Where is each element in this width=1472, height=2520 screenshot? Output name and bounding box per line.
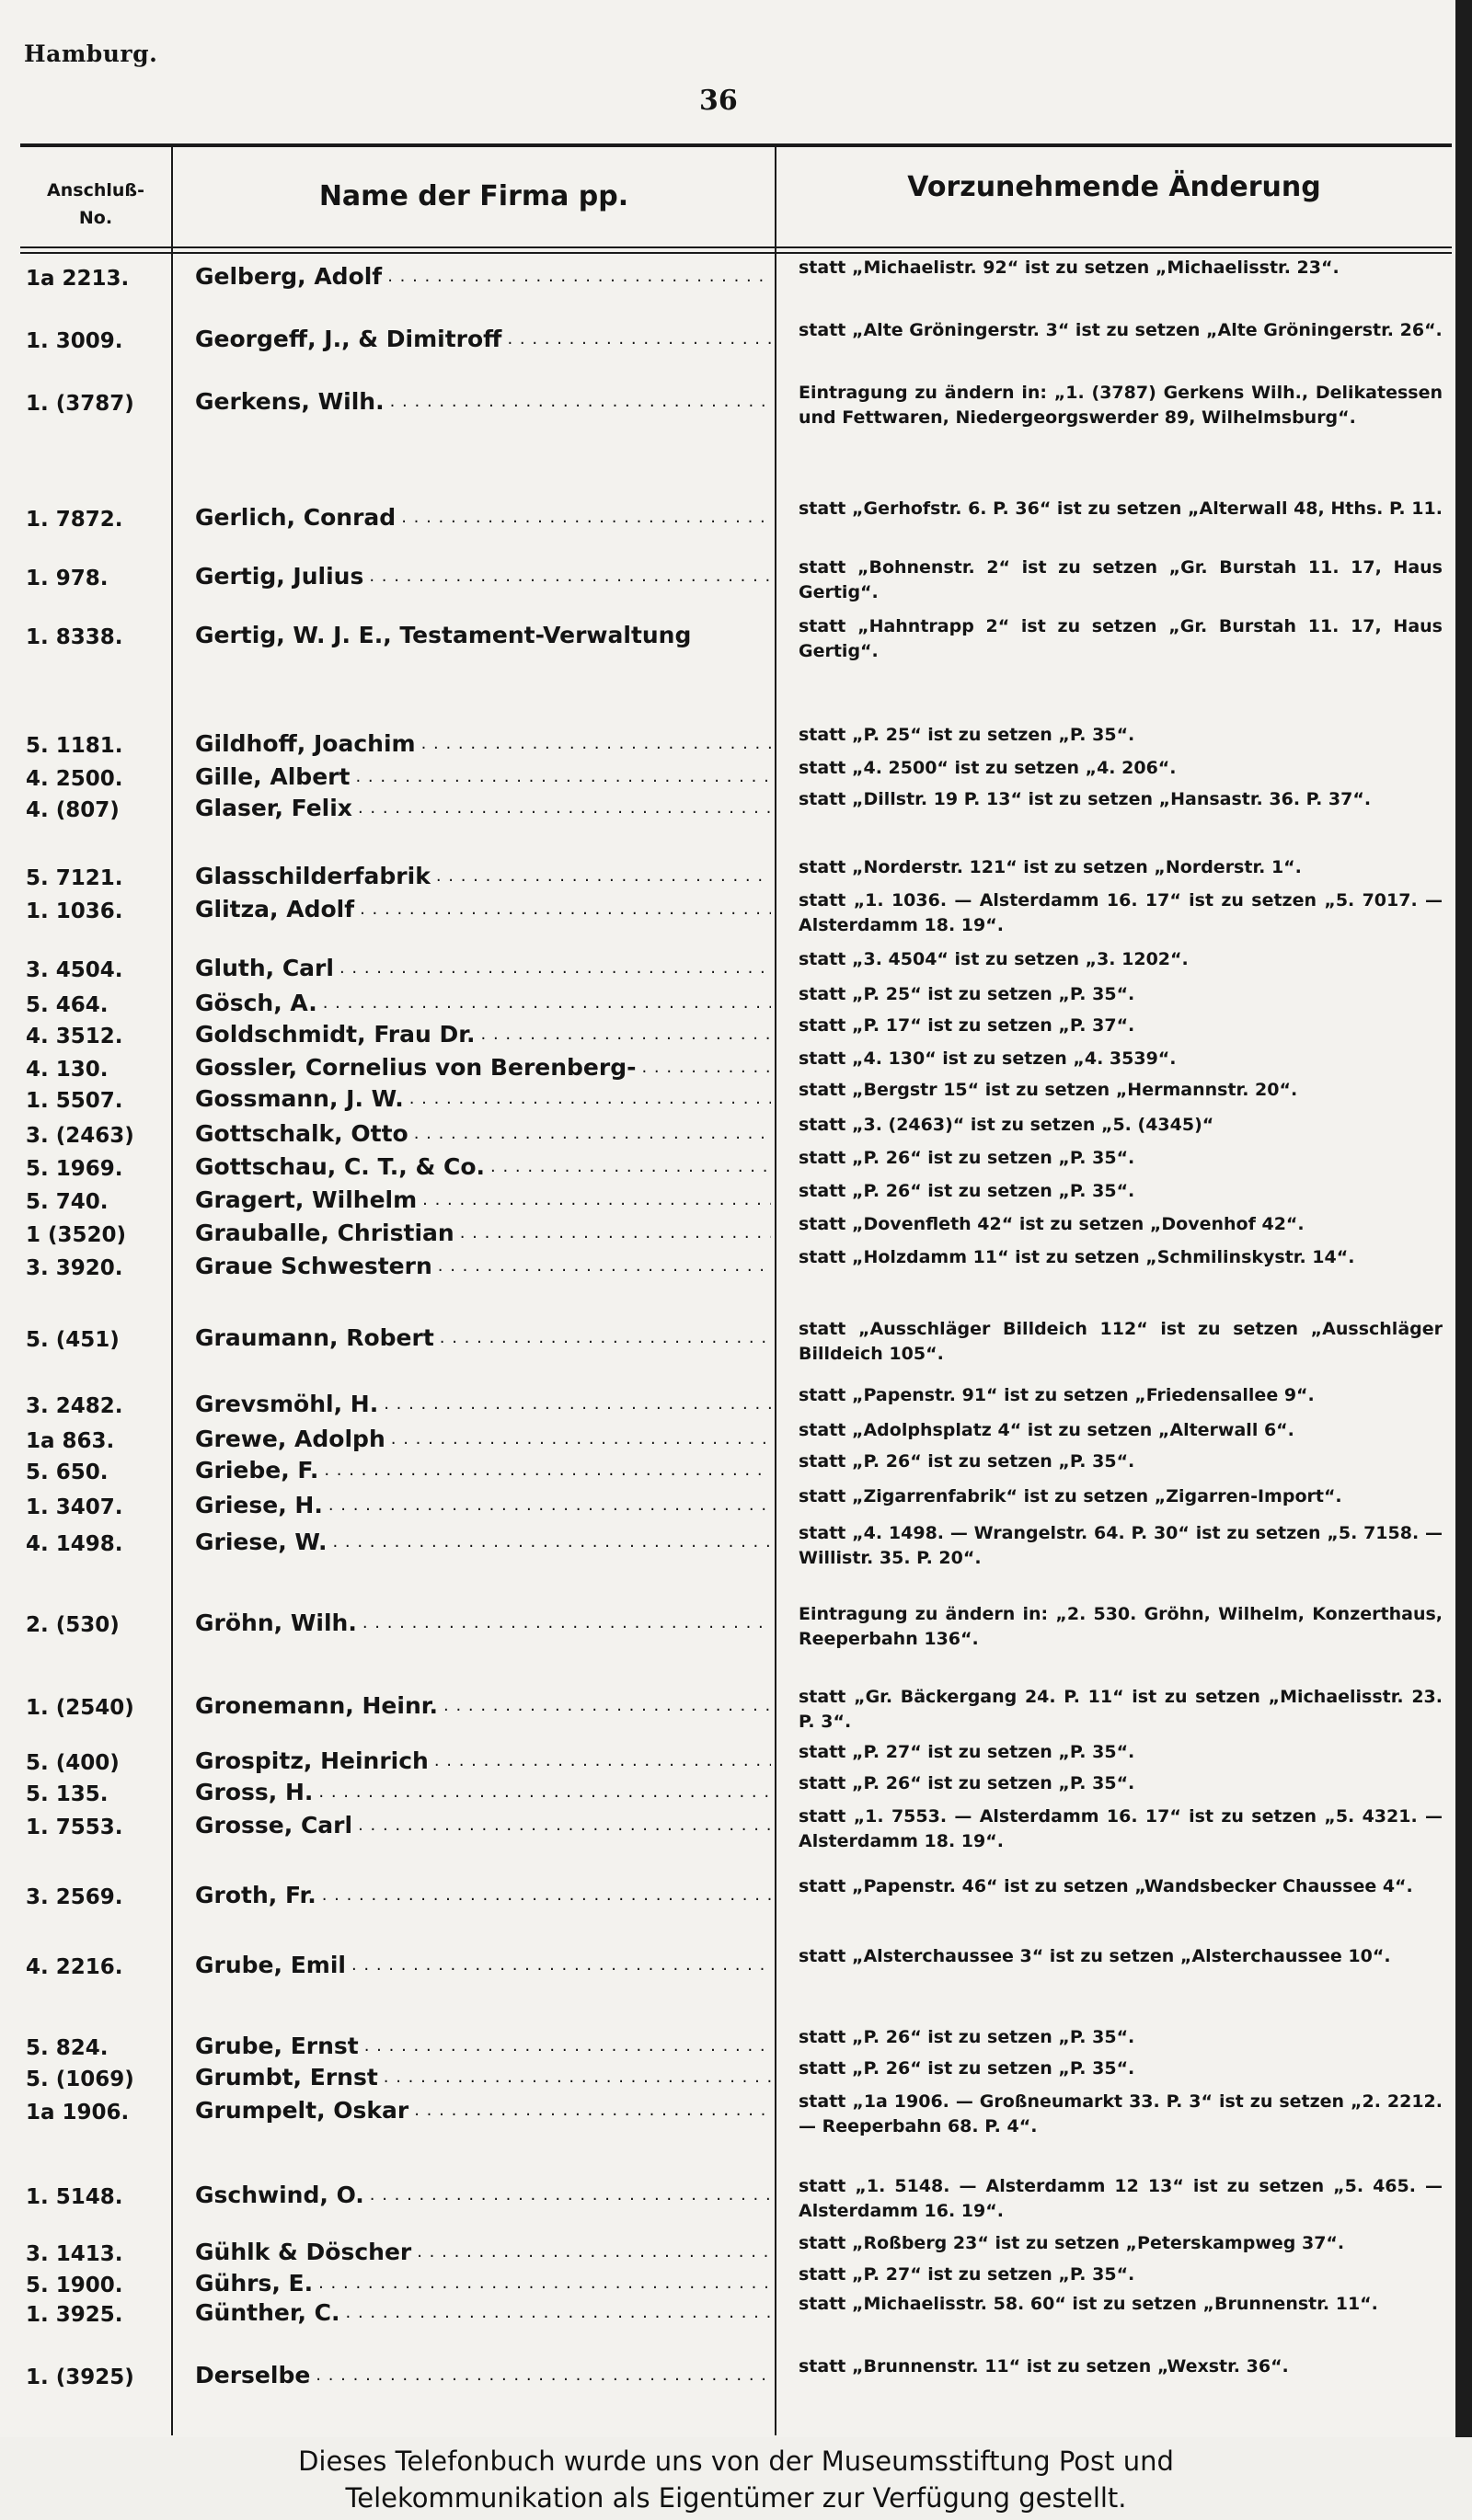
footer-line-2: Telekommunikation als Eigentümer zur Verfügung gestellt. (345, 2482, 1127, 2514)
connection-number: 1. 978. (26, 567, 109, 590)
connection-number: 5. 1181. (26, 734, 123, 758)
firm-name (195, 2297, 771, 2329)
firm-name (195, 1810, 771, 1841)
firm-name-text: Georgeff, J., & Dimitroff (195, 326, 505, 352)
change-instruction: statt „Norderstr. 121“ ist zu setzen „Norderstr. 1“. (799, 857, 1302, 877)
connection-number: 1. 8338. (26, 625, 123, 649)
firm-name-text: Gertig, Julius (195, 563, 367, 590)
change-instruction: statt „1. 1036. — Alsterdamm 16. 17“ ist zu setzen „5. 7017. — Alsterdamm 18. 19“. (799, 890, 1443, 935)
firm-name (195, 2237, 771, 2268)
connection-number: 1. 5148. (26, 2185, 123, 2209)
firm-name (195, 2360, 771, 2391)
change-instruction: statt „Michaelistr. 92“ ist zu setzen „Michaelisstr. 23“. (799, 258, 1340, 278)
change-instruction: statt „P. 25“ ist zu setzen „P. 35“. (799, 984, 1135, 1004)
connection-number: 1. 3407. (26, 1495, 123, 1519)
connection-number: 5. 740. (26, 1190, 109, 1214)
firm-name (195, 1251, 771, 1282)
change-instruction: statt „P. 17“ ist zu setzen „P. 37“. (799, 1015, 1135, 1036)
firm-name (195, 953, 771, 984)
connection-number: 2. (530) (26, 1613, 120, 1637)
firm-name-text: Gottschau, C. T., & Co. (195, 1153, 489, 1180)
firm-name-text: Gronemann, Heinr. (195, 1692, 442, 1719)
firm-name (195, 620, 771, 651)
change-instruction: statt „4. 1498. — Wrangelstr. 64. P. 30“ ist zu setzen „5. 7158. — Willistr. 35. P. 20“. (799, 1523, 1443, 1568)
firm-name-text: Graue Schwestern (195, 1253, 436, 1279)
firm-name (195, 1527, 771, 1558)
footer-line-1: Dieses Telefonbuch wurde uns von der Museumsstiftung Post und (298, 2446, 1174, 2477)
connection-number: 5. 1900. (26, 2274, 123, 2297)
connection-number: 3. 3920. (26, 1256, 123, 1280)
firm-name-text: Gille, Albert (195, 763, 353, 790)
change-instruction: statt „P. 27“ ist zu setzen „P. 35“. (799, 2264, 1135, 2285)
firm-name-text: Gühlk & Döscher (195, 2239, 415, 2265)
firm-name (195, 1608, 771, 1639)
connection-number: 5. 7121. (26, 866, 123, 890)
change-instruction: statt „Roßberg 23“ ist zu setzen „Peterskampweg 37“. (799, 2233, 1345, 2253)
connection-number: 4. (807) (26, 798, 120, 822)
change-instruction: statt „P. 25“ ist zu setzen „P. 35“. (799, 725, 1135, 745)
firm-name-text: Glasschilderfabrik (195, 863, 434, 889)
connection-number: 1. (3925) (26, 2365, 134, 2389)
firm-name-text: Grube, Ernst (195, 2033, 362, 2059)
column-header-change: Vorzunehmende Änderung (907, 171, 1321, 203)
connection-number: 1a 2213. (26, 267, 130, 291)
connection-number: 4. 1498. (26, 1532, 123, 1556)
change-instruction: statt „Bergstr 15“ ist zu setzen „Hermannstr. 20“. (799, 1080, 1298, 1100)
firm-name-text: Gertig, W. J. E., Testament-Verwaltung (195, 622, 695, 648)
connection-number: 4. 2216. (26, 1955, 123, 1979)
change-instruction: statt „Michaelisstr. 58. 60“ ist zu setzen „Brunnenstr. 11“. (799, 2294, 1378, 2314)
firm-name (195, 1218, 771, 1249)
firm-name-text: Gerkens, Wilh. (195, 388, 388, 415)
firm-name (195, 2031, 771, 2062)
firm-name-text: Grospitz, Heinrich (195, 1747, 432, 1774)
firm-name (195, 728, 771, 760)
firm-name-text: Grumbt, Ernst (195, 2064, 382, 2090)
table-top-rule (20, 143, 1452, 147)
connection-number: 1. 3925. (26, 2303, 123, 2327)
table-header-rule-2 (20, 252, 1452, 254)
connection-number: 5. (451) (26, 1328, 120, 1352)
firm-name (195, 1950, 771, 1981)
connection-number: 4. 2500. (26, 767, 123, 791)
change-instruction: statt „1a 1906. — Großneumarkt 33. P. 3“ ist zu setzen „2. 2212. — Reeperbahn 68. P. 4“. (799, 2091, 1443, 2136)
firm-name (195, 762, 771, 793)
firm-name (195, 2095, 771, 2126)
change-instruction: statt „Papenstr. 46“ ist zu setzen „Wandsbecker Chaussee 4“. (799, 1876, 1413, 1896)
firm-name-text: Gildhoff, Joachim (195, 730, 420, 757)
firm-name-text: Griese, H. (195, 1492, 327, 1518)
firm-name (195, 2268, 771, 2299)
firm-name-text: Griese, W. (195, 1529, 330, 1555)
firm-name-text: Gösch, A. (195, 990, 321, 1016)
firm-name (195, 261, 771, 292)
connection-number: 1. (3787) (26, 392, 134, 416)
firm-name-text: Günther, C. (195, 2299, 344, 2326)
connection-number: 1. 7553. (26, 1816, 123, 1839)
firm-name-text: Gschwind, O. (195, 2182, 368, 2208)
change-instruction: statt „P. 26“ ist zu setzen „P. 35“. (799, 1773, 1135, 1793)
firm-name (195, 2062, 771, 2093)
firm-name-text: Gröhn, Wilh. (195, 1609, 361, 1636)
change-instruction: statt „P. 26“ ist zu setzen „P. 35“. (799, 2058, 1135, 2079)
firm-name (195, 1323, 771, 1354)
connection-number: 5. 650. (26, 1460, 109, 1484)
page-header-city: Hamburg. (24, 40, 158, 67)
firm-name-text: Gossmann, J. W. (195, 1085, 408, 1112)
column-divider-1 (171, 145, 173, 2435)
firm-name-text: Gragert, Wilhelm (195, 1186, 420, 1213)
change-instruction: Eintragung zu ändern in: „2. 530. Gröhn, Wilhelm, Konzerthaus, Reeperbahn 136“. (799, 1604, 1443, 1649)
change-instruction: statt „P. 26“ ist zu setzen „P. 35“. (799, 1148, 1135, 1168)
change-instruction: statt „Papenstr. 91“ ist zu setzen „Friedensallee 9“. (799, 1385, 1315, 1405)
firm-name-text: Goldschmidt, Frau Dr. (195, 1021, 479, 1048)
change-instruction: statt „3. 4504“ ist zu setzen „3. 1202“. (799, 949, 1189, 969)
connection-number: 1a 863. (26, 1429, 115, 1453)
change-instruction: statt „P. 26“ ist zu setzen „P. 35“. (799, 1181, 1135, 1201)
connection-number: 1. 3009. (26, 329, 123, 353)
connection-number: 4. 3512. (26, 1025, 123, 1048)
connection-number: 3. 1413. (26, 2242, 123, 2266)
column-header-name: Name der Firma pp. (318, 180, 629, 212)
change-instruction: statt „1. 5148. — Alsterdamm 12 13“ ist zu setzen „5. 465. — Alsterdamm 16. 19“. (799, 2176, 1443, 2221)
firm-name (195, 1118, 771, 1150)
firm-name-text: Gührs, E. (195, 2270, 316, 2297)
column-header-number-line2: No. (78, 208, 113, 228)
firm-name (195, 988, 771, 1019)
column-header-number (20, 177, 171, 232)
firm-name-text: Gross, H. (195, 1779, 316, 1805)
firm-name (195, 324, 771, 355)
firm-name (195, 1389, 771, 1420)
firm-name-text: Grosse, Carl (195, 1812, 356, 1838)
table-header-rule (20, 246, 1452, 248)
change-instruction: statt „P. 27“ ist zu setzen „P. 35“. (799, 1742, 1135, 1762)
change-instruction: statt „Adolphsplatz 4“ ist zu setzen „Alterwall 6“. (799, 1420, 1294, 1440)
change-instruction: statt „Bohnenstr. 2“ ist zu setzen „Gr. Burstah 11. 17, Haus Gertig“. (799, 557, 1443, 602)
firm-name-text: Groth, Fr. (195, 1882, 320, 1908)
firm-name (195, 1052, 771, 1083)
change-instruction: statt „1. 7553. — Alsterdamm 16. 17“ ist zu setzen „5. 4321. — Alsterdamm 18. 19“. (799, 1806, 1443, 1851)
connection-number: 1 (3520) (26, 1223, 127, 1247)
change-instruction: statt „Gr. Bäckergang 24. P. 11“ ist zu setzen „Michaelisstr. 23. P. 3“. (799, 1687, 1443, 1732)
firm-name (195, 861, 771, 892)
firm-name-text: Gelberg, Adolf (195, 263, 385, 290)
footer-note (0, 2437, 1472, 2520)
change-instruction: statt „Zigarrenfabrik“ ist zu setzen „Zigarren-Import“. (799, 1486, 1342, 1506)
connection-number: 5. 135. (26, 1782, 109, 1806)
connection-number: 3. (2463) (26, 1124, 134, 1148)
firm-name (195, 561, 771, 592)
connection-number: 3. 2482. (26, 1394, 123, 1418)
change-instruction: statt „3. (2463)“ ist zu setzen „5. (4345)“ (799, 1115, 1214, 1135)
connection-number: 5. (1069) (26, 2068, 134, 2091)
firm-name-text: Gottschalk, Otto (195, 1120, 412, 1147)
connection-number: 5. (400) (26, 1751, 120, 1775)
connection-number: 1. 7872. (26, 508, 123, 532)
firm-name-text: Glaser, Felix (195, 795, 356, 821)
firm-name (195, 793, 771, 824)
page-number: 36 (699, 85, 738, 117)
connection-number: 1a 1906. (26, 2101, 130, 2125)
firm-name (195, 894, 771, 925)
connection-number: 1. (2540) (26, 1696, 134, 1720)
firm-name (195, 1185, 771, 1216)
connection-number: 3. 2569. (26, 1885, 123, 1909)
firm-name (195, 1424, 771, 1455)
firm-name-text: Grauballe, Christian (195, 1220, 458, 1246)
firm-name (195, 1151, 771, 1183)
change-instruction: statt „Alte Gröningerstr. 3“ ist zu setzen „Alte Gröningerstr. 26“. (799, 320, 1443, 340)
connection-number: 5. 464. (26, 993, 109, 1017)
firm-name-text: Gluth, Carl (195, 955, 338, 981)
connection-number: 5. 824. (26, 2036, 109, 2060)
connection-number: 4. 130. (26, 1058, 109, 1082)
firm-name-text: Gossler, Cornelius von Berenberg- (195, 1054, 639, 1081)
firm-name (195, 1746, 771, 1777)
change-instruction: statt „Ausschläger Billdeich 112“ ist zu setzen „Ausschläger Billdeich 105“. (799, 1319, 1443, 1364)
connection-number: 3. 4504. (26, 958, 123, 982)
firm-name (195, 1690, 771, 1722)
change-instruction: statt „Holzdamm 11“ ist zu setzen „Schmilinskystr. 14“. (799, 1247, 1355, 1267)
column-header-number-line1: Anschluß- (47, 180, 144, 200)
firm-name-text: Gerlich, Conrad (195, 504, 399, 531)
firm-name (195, 1777, 771, 1808)
column-divider-2 (775, 145, 776, 2435)
connection-number: 1. 1036. (26, 899, 123, 923)
change-instruction: statt „Gerhofstr. 6. P. 36“ ist zu setzen „Alterwall 48, Hths. P. 11. (799, 498, 1443, 519)
firm-name-text: Derselbe (195, 2362, 314, 2388)
change-instruction: statt „Hahntrapp 2“ ist zu setzen „Gr. Burstah 11. 17, Haus Gertig“. (799, 616, 1443, 661)
firm-name (195, 2180, 771, 2211)
firm-name-text: Griebe, F. (195, 1457, 322, 1483)
change-instruction: statt „Dillstr. 19 P. 13“ ist zu setzen „Hansastr. 36. P. 37“. (799, 789, 1372, 809)
firm-name-text: Glitza, Adolf (195, 896, 358, 922)
firm-name (195, 502, 771, 533)
change-instruction: statt „Brunnenstr. 11“ ist zu setzen „Wexstr. 36“. (799, 2356, 1289, 2377)
connection-number: 1. 5507. (26, 1089, 123, 1113)
firm-name (195, 386, 771, 418)
change-instruction: statt „Alsterchaussee 3“ ist zu setzen „Alsterchaussee 10“. (799, 1946, 1391, 1966)
firm-name-text: Grewe, Adolph (195, 1426, 389, 1452)
firm-name-text: Graumann, Robert (195, 1324, 438, 1351)
firm-name (195, 1019, 771, 1050)
firm-name (195, 1455, 771, 1486)
firm-name (195, 1083, 771, 1115)
connection-number: 5. 1969. (26, 1157, 123, 1181)
firm-name-text: Grube, Emil (195, 1952, 350, 1978)
firm-name-text: Grevsmöhl, H. (195, 1391, 382, 1417)
page-edge-shadow (1455, 0, 1472, 2437)
change-instruction: statt „4. 130“ ist zu setzen „4. 3539“. (799, 1048, 1177, 1069)
firm-name-text: Grumpelt, Oskar (195, 2097, 412, 2124)
firm-name (195, 1880, 771, 1911)
change-instruction: statt „Dovenfleth 42“ ist zu setzen „Dovenhof 42“. (799, 1214, 1305, 1234)
change-instruction: Eintragung zu ändern in: „1. (3787) Gerkens Wilh., Delikatessen und Fettwaren, Niedergeorgswerder 89, Wilhelmsburg“. (799, 383, 1443, 428)
change-instruction: statt „4. 2500“ ist zu setzen „4. 206“. (799, 758, 1177, 778)
firm-name (195, 1490, 771, 1521)
change-instruction: statt „P. 26“ ist zu setzen „P. 35“. (799, 1451, 1135, 1472)
change-instruction: statt „P. 26“ ist zu setzen „P. 35“. (799, 2027, 1135, 2047)
